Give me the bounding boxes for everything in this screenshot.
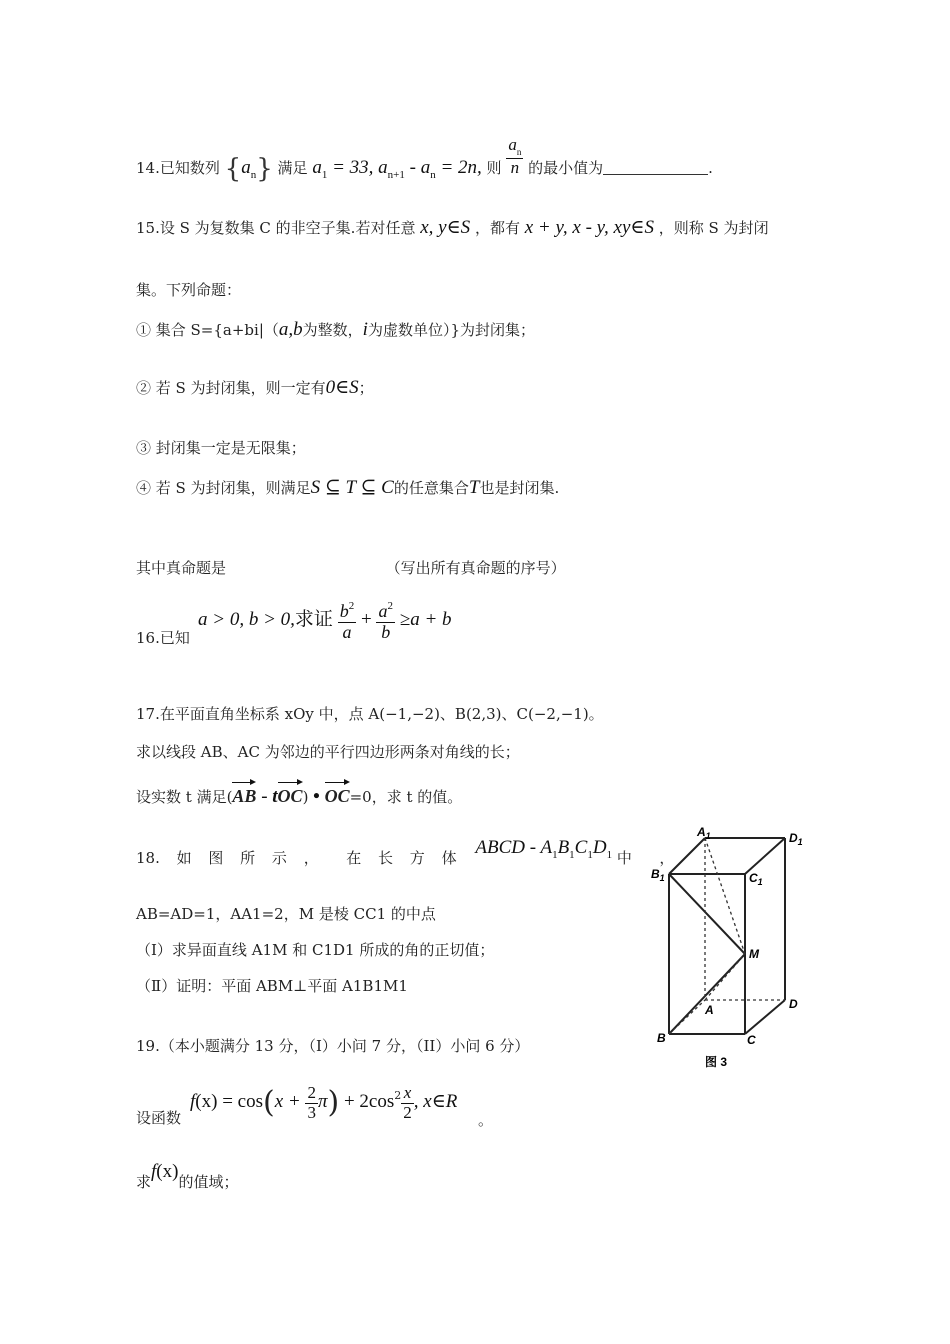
label-m: M — [749, 947, 759, 961]
q14-label: 14.已知数列 — [136, 158, 220, 177]
q14-condition: $a_1 = 33$, $a_{n+1} - a_n = 2n$, — [312, 156, 482, 181]
q14-fraction: $\frac{a_n}{n}$ — [508, 135, 522, 177]
q18-line2: AB=AD=1，AA1=2，M 是棱 CC1 的中点 — [136, 905, 436, 923]
cuboid-figure — [645, 822, 815, 1072]
seq-symbol: $a_n$ — [241, 156, 257, 181]
q15-math1: x, y∈S — [420, 217, 471, 238]
label-d1: $D_1$ — [789, 831, 803, 847]
label-b: B — [657, 1031, 666, 1045]
vector-oc: OC — [277, 786, 303, 806]
q17-line3: 设实数 t 满足(AB - tOC) • OC=0，求 t 的值。 — [136, 786, 463, 807]
hidden-edge-ab — [669, 1000, 705, 1034]
edge-b1a1 — [669, 838, 705, 874]
edge-c1d1 — [745, 838, 785, 874]
label-a: A — [705, 1003, 714, 1017]
brace-right: } — [256, 153, 273, 184]
figure-caption: 图 3 — [705, 1055, 728, 1069]
vector-ab: AB — [232, 786, 257, 806]
label-a1: $A_1$ — [697, 825, 711, 841]
q19-line1: 19.（本小题满分 13 分，（I）小问 7 分，（II）小问 6 分） — [136, 1037, 530, 1055]
label-d: D — [789, 997, 798, 1011]
q18-line1: 18. 如 图 所 示 ， 在 长 方 体 ABCD - $A_1B_1C_1D_1$ 中 ， — [136, 837, 675, 867]
edge-cd — [745, 1000, 785, 1034]
q15-item2: ② 若 S 为封闭集，则一定有0∈S； — [136, 377, 374, 398]
q15-line1: 15.设 S 为复数集 C 的非空子集.若对任意 x, y∈S ，都有 x + y, x - y, xy∈S ，则称 S 为封闭 — [136, 217, 769, 238]
q17-line1: 17.在平面直角坐标系 xOy 中，点 A(−1,−2)、B(2,3)、C(−2,−1)。 — [136, 705, 604, 723]
hidden-segment-a1m — [705, 838, 745, 954]
brace-left: { — [224, 153, 242, 184]
q14-line: 14.已知数列 $\{a_n\}$ 满足 $a_1 = 33$, $a_{n+1} - a_n = 2n$, 则 $\frac{a_n}{n}$ 的最小值为 . — [136, 135, 713, 184]
q14-text-c: 则 — [486, 158, 502, 177]
q15-answer-line: 其中真命题是 （写出所有真命题的序号） — [136, 559, 566, 577]
segment-bm — [669, 954, 745, 1034]
q14-text-d: 的最小值为 — [528, 158, 604, 177]
vector-oc-2: OC — [324, 786, 350, 806]
q16-label: 16.已知 — [136, 629, 190, 647]
q18-part2: （Ⅱ）证明：平面 ABM⊥平面 A1B1M1 — [136, 977, 408, 995]
label-b1: $B_1$ — [651, 867, 665, 883]
answer-blank — [603, 160, 708, 175]
label-c1: $C_1$ — [749, 871, 763, 887]
q19-label: 设函数 — [136, 1109, 182, 1127]
q15-item3: ③ 封闭集一定是无限集； — [136, 439, 306, 457]
q14-text-b: 满足 — [277, 158, 308, 177]
q16-formula: a > 0, b > 0,求证 $\frac{b^2}{a}$ + $\frac{a^2}{b}$ ≥a + b — [198, 599, 452, 642]
q19-ask: 求f(x)的值域； — [136, 1161, 239, 1191]
label-c: C — [747, 1033, 756, 1047]
q15-math2: x + y, x - y, xy∈S — [524, 217, 654, 238]
q19-formula: f(x) = cos(x + $\frac{2}{3}$ $\pi) + 2\cos^2$ $\frac{x}{2}$ , x∈R — [190, 1082, 458, 1122]
q17-line2: 求以线段 AB、AC 为邻边的平行四边形两条对角线的长； — [136, 743, 520, 761]
q19-end: 。 — [478, 1111, 494, 1129]
q15-line2: 集。下列命题： — [136, 281, 242, 299]
q15-item4: ④ 若 S 为封闭集，则满足S ⊆ T ⊆ C的任意集合T也是封闭集. — [136, 477, 560, 498]
q18-part1: （Ⅰ）求异面直线 A1M 和 C1D1 所成的角的正切值； — [136, 941, 495, 959]
q18-solid-name: ABCD - $A_1B_1C_1D_1$ — [475, 837, 613, 861]
q15-item1: ① 集合 S={a+bi|（a,b为整数，i为虚数单位）}为封闭集； — [136, 319, 535, 340]
segment-b1m — [669, 874, 745, 954]
